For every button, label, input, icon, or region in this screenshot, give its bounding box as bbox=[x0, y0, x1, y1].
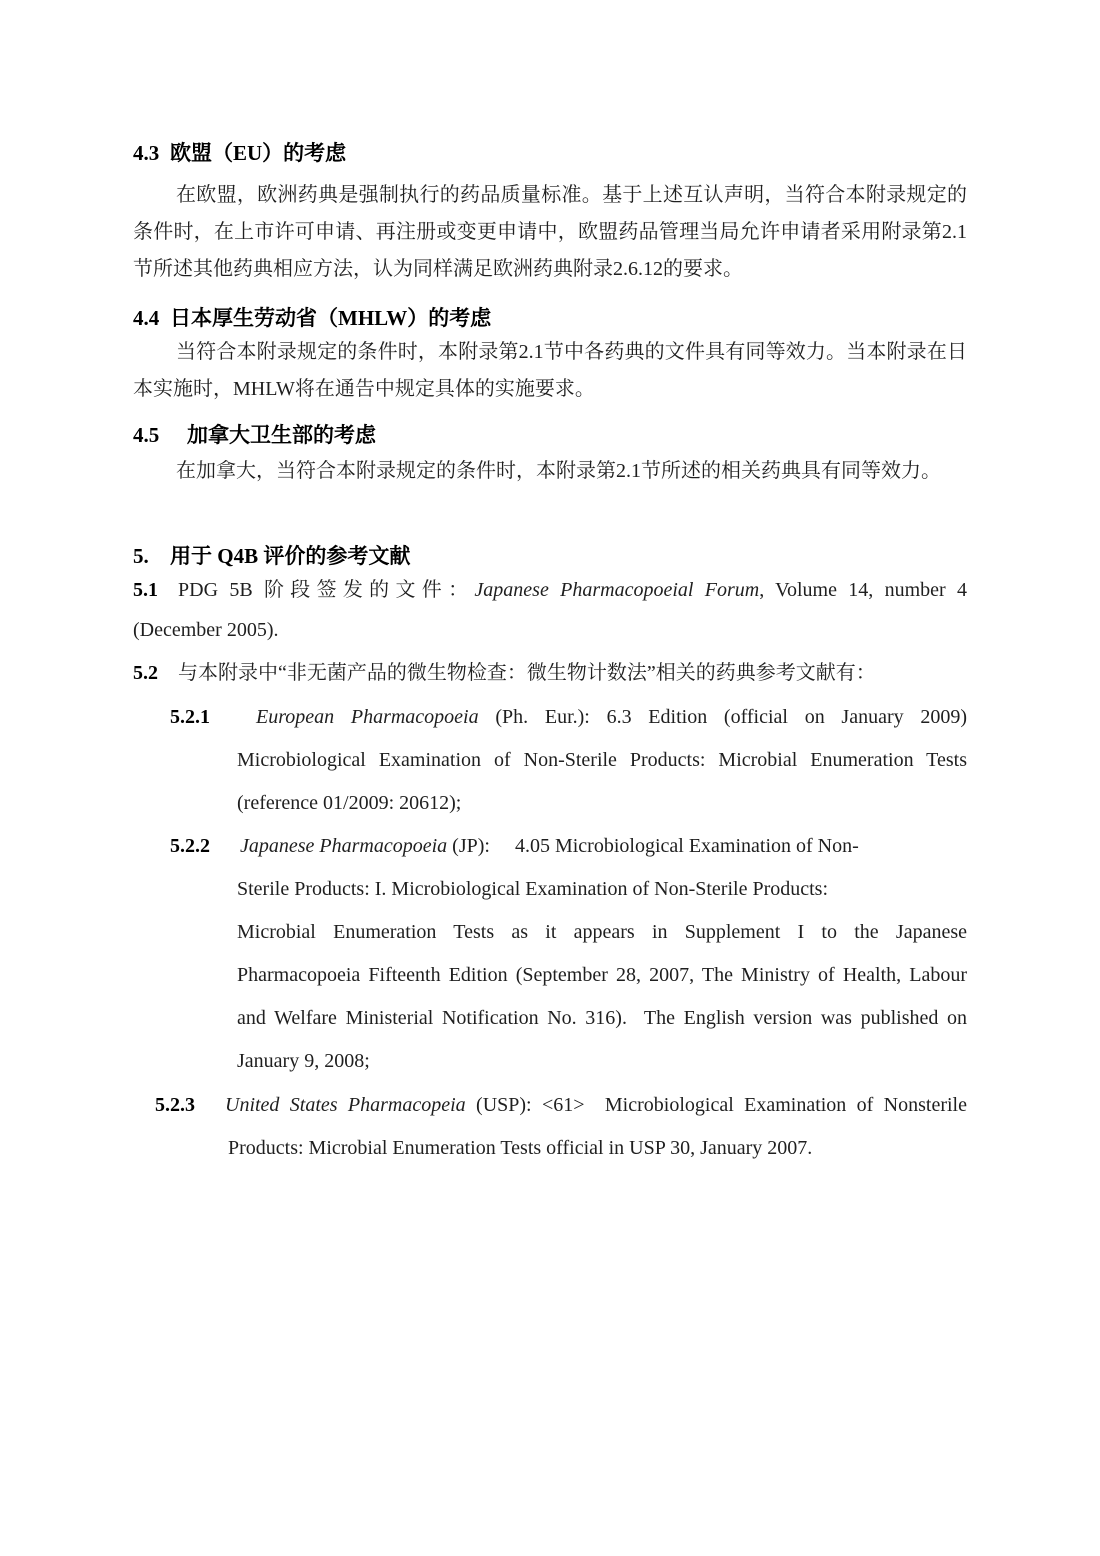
ref-5-2 bbox=[133, 652, 967, 695]
ref-title-italic: United States Pharmacopeia bbox=[225, 1094, 466, 1116]
text-line bbox=[133, 570, 967, 610]
text-line: (December 2005). bbox=[133, 619, 279, 641]
text-line bbox=[133, 652, 967, 695]
ref-text: , Volume 14, number 4 bbox=[759, 579, 967, 601]
text-line bbox=[237, 696, 967, 739]
ref-text: (Ph. Eur.): 6.3 Edition (official on January 2009) bbox=[478, 706, 968, 728]
section-heading-4-3 bbox=[133, 138, 967, 168]
ref-number: 5.1 bbox=[133, 579, 158, 601]
text-line: 本实施时，MHLW将在通告中规定具体的实施要求。 bbox=[133, 378, 595, 400]
text-line: (reference 01/2009: 20612); bbox=[237, 792, 462, 814]
text-line: Products: Microbial Enumeration Tests official in USP 30, January 2007. bbox=[228, 1137, 813, 1159]
section-title: 加拿大卫生部的考虑 bbox=[187, 423, 376, 447]
section-number: 4.5 bbox=[133, 423, 160, 447]
ref-number: 5.2 bbox=[133, 662, 158, 684]
text-line: 在加拿大，当符合本附录规定的条件时，本附录第2.1节所述的相关药典具有同等效力。 bbox=[176, 460, 941, 482]
text-line: Microbial Enumeration Tests as it appears in Supplement I to the Japanese bbox=[237, 921, 967, 943]
ref-title-italic: Japanese Pharmacopoeia bbox=[240, 835, 448, 857]
section-heading-4-5 bbox=[133, 420, 967, 450]
ref-text: (USP): <61> Microbiological Examination of Nonsterile bbox=[465, 1094, 967, 1116]
section-number: 4.4 bbox=[133, 306, 160, 330]
ref-5-1 bbox=[133, 570, 967, 650]
section-heading-5 bbox=[133, 542, 967, 570]
section-heading-4-4 bbox=[133, 303, 967, 333]
text-line bbox=[237, 825, 967, 868]
text-line: Pharmacopoeia Fifteenth Edition (September 28, 2007, The Ministry of Health, Labour bbox=[237, 964, 967, 986]
ref-text: 与本附录中“非无菌产品的微生物检查：微生物计数法”相关的药典参考文献有： bbox=[178, 662, 876, 684]
ref-title-italic: European Pharmacopoeia bbox=[256, 706, 479, 728]
paragraph-4-3 bbox=[133, 177, 967, 288]
ref-number: 5.2.3 bbox=[155, 1094, 195, 1116]
ref-item-5-2-2 bbox=[133, 825, 967, 1083]
ref-text: PDG 5B 阶段签发的文件： bbox=[178, 579, 475, 601]
paragraph-4-4 bbox=[133, 334, 967, 408]
section-title: 用于 Q4B 评价的参考文献 bbox=[170, 544, 411, 568]
text-line: 节所述其他药典相应方法，认为同样满足欧洲药典附录2.6.12的要求。 bbox=[133, 258, 743, 280]
text-line bbox=[225, 1084, 967, 1127]
text-line: Sterile Products: I. Microbiological Examination of Non-Sterile Products: bbox=[237, 878, 829, 900]
text-line: 在欧盟，欧洲药典是强制执行的药品质量标准。基于上述互认声明，当符合本附录规定的 bbox=[176, 184, 967, 206]
text-line: Microbiological Examination of Non-Sterile Products: Microbial Enumeration Tests bbox=[237, 749, 967, 771]
section-title: 欧盟（EU）的考虑 bbox=[170, 141, 347, 165]
section-number: 5. bbox=[133, 544, 149, 568]
section-title: 日本厚生劳动省（MHLW）的考虑 bbox=[170, 306, 492, 330]
text-line: 当符合本附录规定的条件时，本附录第2.1节中各药典的文件具有同等效力。当本附录在日 bbox=[176, 341, 967, 363]
text-line: 条件时，在上市许可申请、再注册或变更申请中，欧盟药品管理当局允许申请者采用附录第2.1 bbox=[133, 221, 967, 243]
paragraph-4-5 bbox=[133, 453, 967, 490]
ref-number: 5.2.2 bbox=[170, 835, 210, 857]
ref-number: 5.2.1 bbox=[170, 706, 210, 728]
section-number: 4.3 bbox=[133, 141, 160, 165]
ref-title-italic: Japanese Pharmacopoeial Forum bbox=[474, 579, 760, 601]
ref-text: (JP): 4.05 Microbiological Examination of Non- bbox=[447, 835, 859, 857]
ref-item-5-2-1 bbox=[133, 696, 967, 825]
text-line: January 9, 2008; bbox=[237, 1050, 370, 1072]
text-line: and Welfare Ministerial Notification No. 316). The English version was published on bbox=[237, 1007, 967, 1029]
ref-item-5-2-3 bbox=[133, 1084, 967, 1170]
